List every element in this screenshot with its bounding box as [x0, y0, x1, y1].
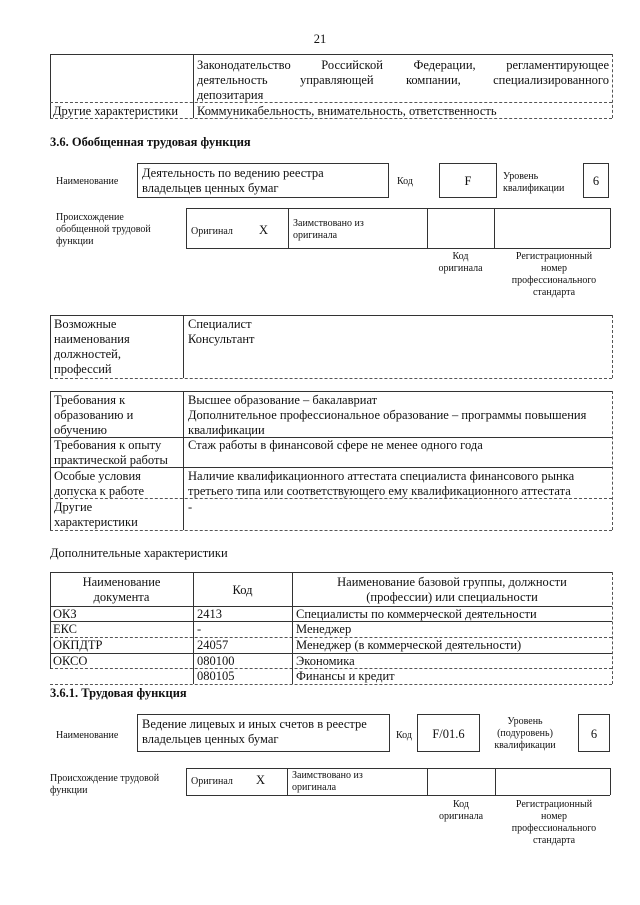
- table-row-code: 2413: [197, 607, 222, 621]
- table-row-code: -: [197, 622, 202, 636]
- other-characteristics-label: Другие характеристики: [53, 104, 179, 118]
- table-row-name: Менеджер (в коммерческой деятельности): [296, 638, 522, 652]
- special-label-line-2: допуска к работе: [54, 484, 145, 498]
- legislation-line-1: Законодательство Российской Федерации, регламентирующее: [197, 58, 609, 72]
- tf-name-line-1: Ведение лицевых и иных счетов в реестре: [142, 717, 367, 731]
- edu-label-line-2: образованию и: [54, 408, 134, 422]
- page-number: 21: [313, 32, 327, 46]
- borrowed-line-2: оригинала: [293, 230, 338, 241]
- tf-level-line-2: (подуровень): [497, 728, 553, 739]
- origin-label-line-3: функции: [56, 236, 94, 247]
- position-specialist: Специалист: [188, 317, 252, 331]
- reg-line-2: номер: [541, 263, 567, 274]
- special-value-line-1: Наличие квалификационного аттестата специалиста финансового рынка: [188, 469, 575, 483]
- tf-origin-line-2: функции: [50, 785, 88, 796]
- origin-label-line-1: Происхождение: [56, 212, 124, 223]
- tf-original-label: Оригинал: [191, 776, 233, 787]
- other-label-line-2: характеристики: [54, 515, 138, 529]
- exp-label-line-2: практической работы: [54, 453, 168, 467]
- tf-reg-line-1: Регистрационный: [515, 799, 593, 810]
- special-label-line-1: Особые условия: [54, 469, 141, 483]
- tf-code-value: F/01.6: [432, 727, 465, 741]
- position-consultant: Консультант: [188, 332, 255, 346]
- gtf-name-line-1: Деятельность по ведению реестра: [142, 166, 324, 180]
- table-row-doc: ЕКС: [53, 622, 77, 636]
- table-row-name: Финансы и кредит: [296, 669, 395, 683]
- tf-name-line-2: владельцев ценных бумаг: [142, 732, 279, 746]
- reg-line-4: стандарта: [532, 287, 576, 298]
- tf-reg-line-3: профессионального: [511, 823, 597, 834]
- tf-code-label: Код: [396, 730, 412, 741]
- legislation-line-2: деятельность управляющей компании, специализированного: [197, 73, 609, 87]
- edu-label-line-3: обучению: [54, 423, 107, 437]
- exp-label-line-1: Требования к опыту: [54, 438, 162, 452]
- original-label: Оригинал: [191, 226, 233, 237]
- col-code-header: Код: [232, 583, 253, 597]
- section-361-heading: 3.6.1. Трудовая функция: [50, 686, 187, 700]
- borrowed-line-1: Заимствовано из: [293, 218, 364, 229]
- code-original-line-1: Код: [452, 251, 469, 262]
- edu-value-line-2: Дополнительное профессиональное образование – программы повышения: [188, 408, 587, 422]
- tf-borrowed-line-1: Заимствовано из: [292, 770, 363, 781]
- level-value: 6: [592, 174, 600, 188]
- other-label-line-1: Другие: [54, 500, 93, 514]
- exp-value: Стаж работы в финансовой сфере не менее одного года: [188, 438, 483, 452]
- edu-value-line-1: Высшее образование – бакалавриат: [188, 393, 378, 407]
- other-value: -: [188, 500, 193, 514]
- tf-reg-line-2: номер: [541, 811, 567, 822]
- name-label: Наименование: [56, 176, 119, 187]
- positions-label-line-1: Возможные: [54, 317, 117, 331]
- reg-line-3: профессионального: [511, 275, 597, 286]
- tf-level-value: 6: [590, 727, 598, 741]
- tf-borrowed-line-2: оригинала: [292, 782, 337, 793]
- additional-heading: Дополнительные характеристики: [50, 546, 228, 560]
- tf-reg-line-4: стандарта: [532, 835, 576, 846]
- tf-origin-line-1: Происхождение трудовой: [50, 773, 160, 784]
- original-mark: X: [259, 223, 269, 237]
- tf-code-original-line-1: Код: [453, 799, 469, 810]
- special-value-line-2: третьего типа или соответствующего ему квалификационного аттестата: [188, 484, 571, 498]
- tf-original-mark: X: [256, 773, 266, 787]
- table-row-name: Менеджер: [296, 622, 352, 636]
- col-doc-header-line-2: документа: [93, 590, 150, 604]
- positions-label-line-2: наименования: [54, 332, 130, 346]
- tf-level-line-1: Уровень: [507, 716, 543, 727]
- positions-label-line-3: должностей,: [54, 347, 121, 361]
- gtf-name-line-2: владельцев ценных бумаг: [142, 181, 279, 195]
- other-characteristics-value: Коммуникабельность, внимательность, ответственность: [197, 104, 497, 118]
- col-doc-header-line-1: Наименование: [82, 575, 161, 589]
- code-label: Код: [397, 176, 413, 187]
- legislation-line-3: депозитария: [197, 88, 264, 102]
- table-row-name: Экономика: [296, 654, 355, 668]
- section-36-heading: 3.6. Обобщенная трудовая функция: [50, 135, 251, 149]
- table-row-name: Специалисты по коммерческой деятельности: [296, 607, 537, 621]
- origin-label-line-2: обобщенной трудовой: [56, 224, 151, 235]
- table-row-doc: ОКСО: [53, 654, 88, 668]
- code-original-line-2: оригинала: [438, 263, 483, 274]
- positions-label-line-4: профессий: [54, 362, 112, 376]
- table-row-code: 080105: [197, 669, 235, 683]
- col-name-header-line-2: (профессии) или специальности: [366, 590, 538, 604]
- table-row-code: 24057: [197, 638, 229, 652]
- edu-value-line-3: квалификации: [188, 423, 265, 437]
- table-row-code: 080100: [197, 654, 235, 668]
- tf-name-label: Наименование: [56, 730, 119, 741]
- code-value: F: [464, 174, 472, 188]
- tf-code-original-line-2: оригинала: [438, 811, 484, 822]
- level-label-line-2: квалификации: [503, 183, 565, 194]
- table-row-doc: ОКЗ: [53, 607, 77, 621]
- table-row-doc: ОКПДТР: [53, 638, 103, 652]
- tf-level-line-3: квалификации: [494, 740, 556, 751]
- level-label-line-1: Уровень: [503, 171, 539, 182]
- reg-line-1: Регистрационный: [515, 251, 593, 262]
- col-name-header-line-1: Наименование базовой группы, должности: [337, 575, 567, 589]
- edu-label-line-1: Требования к: [54, 393, 126, 407]
